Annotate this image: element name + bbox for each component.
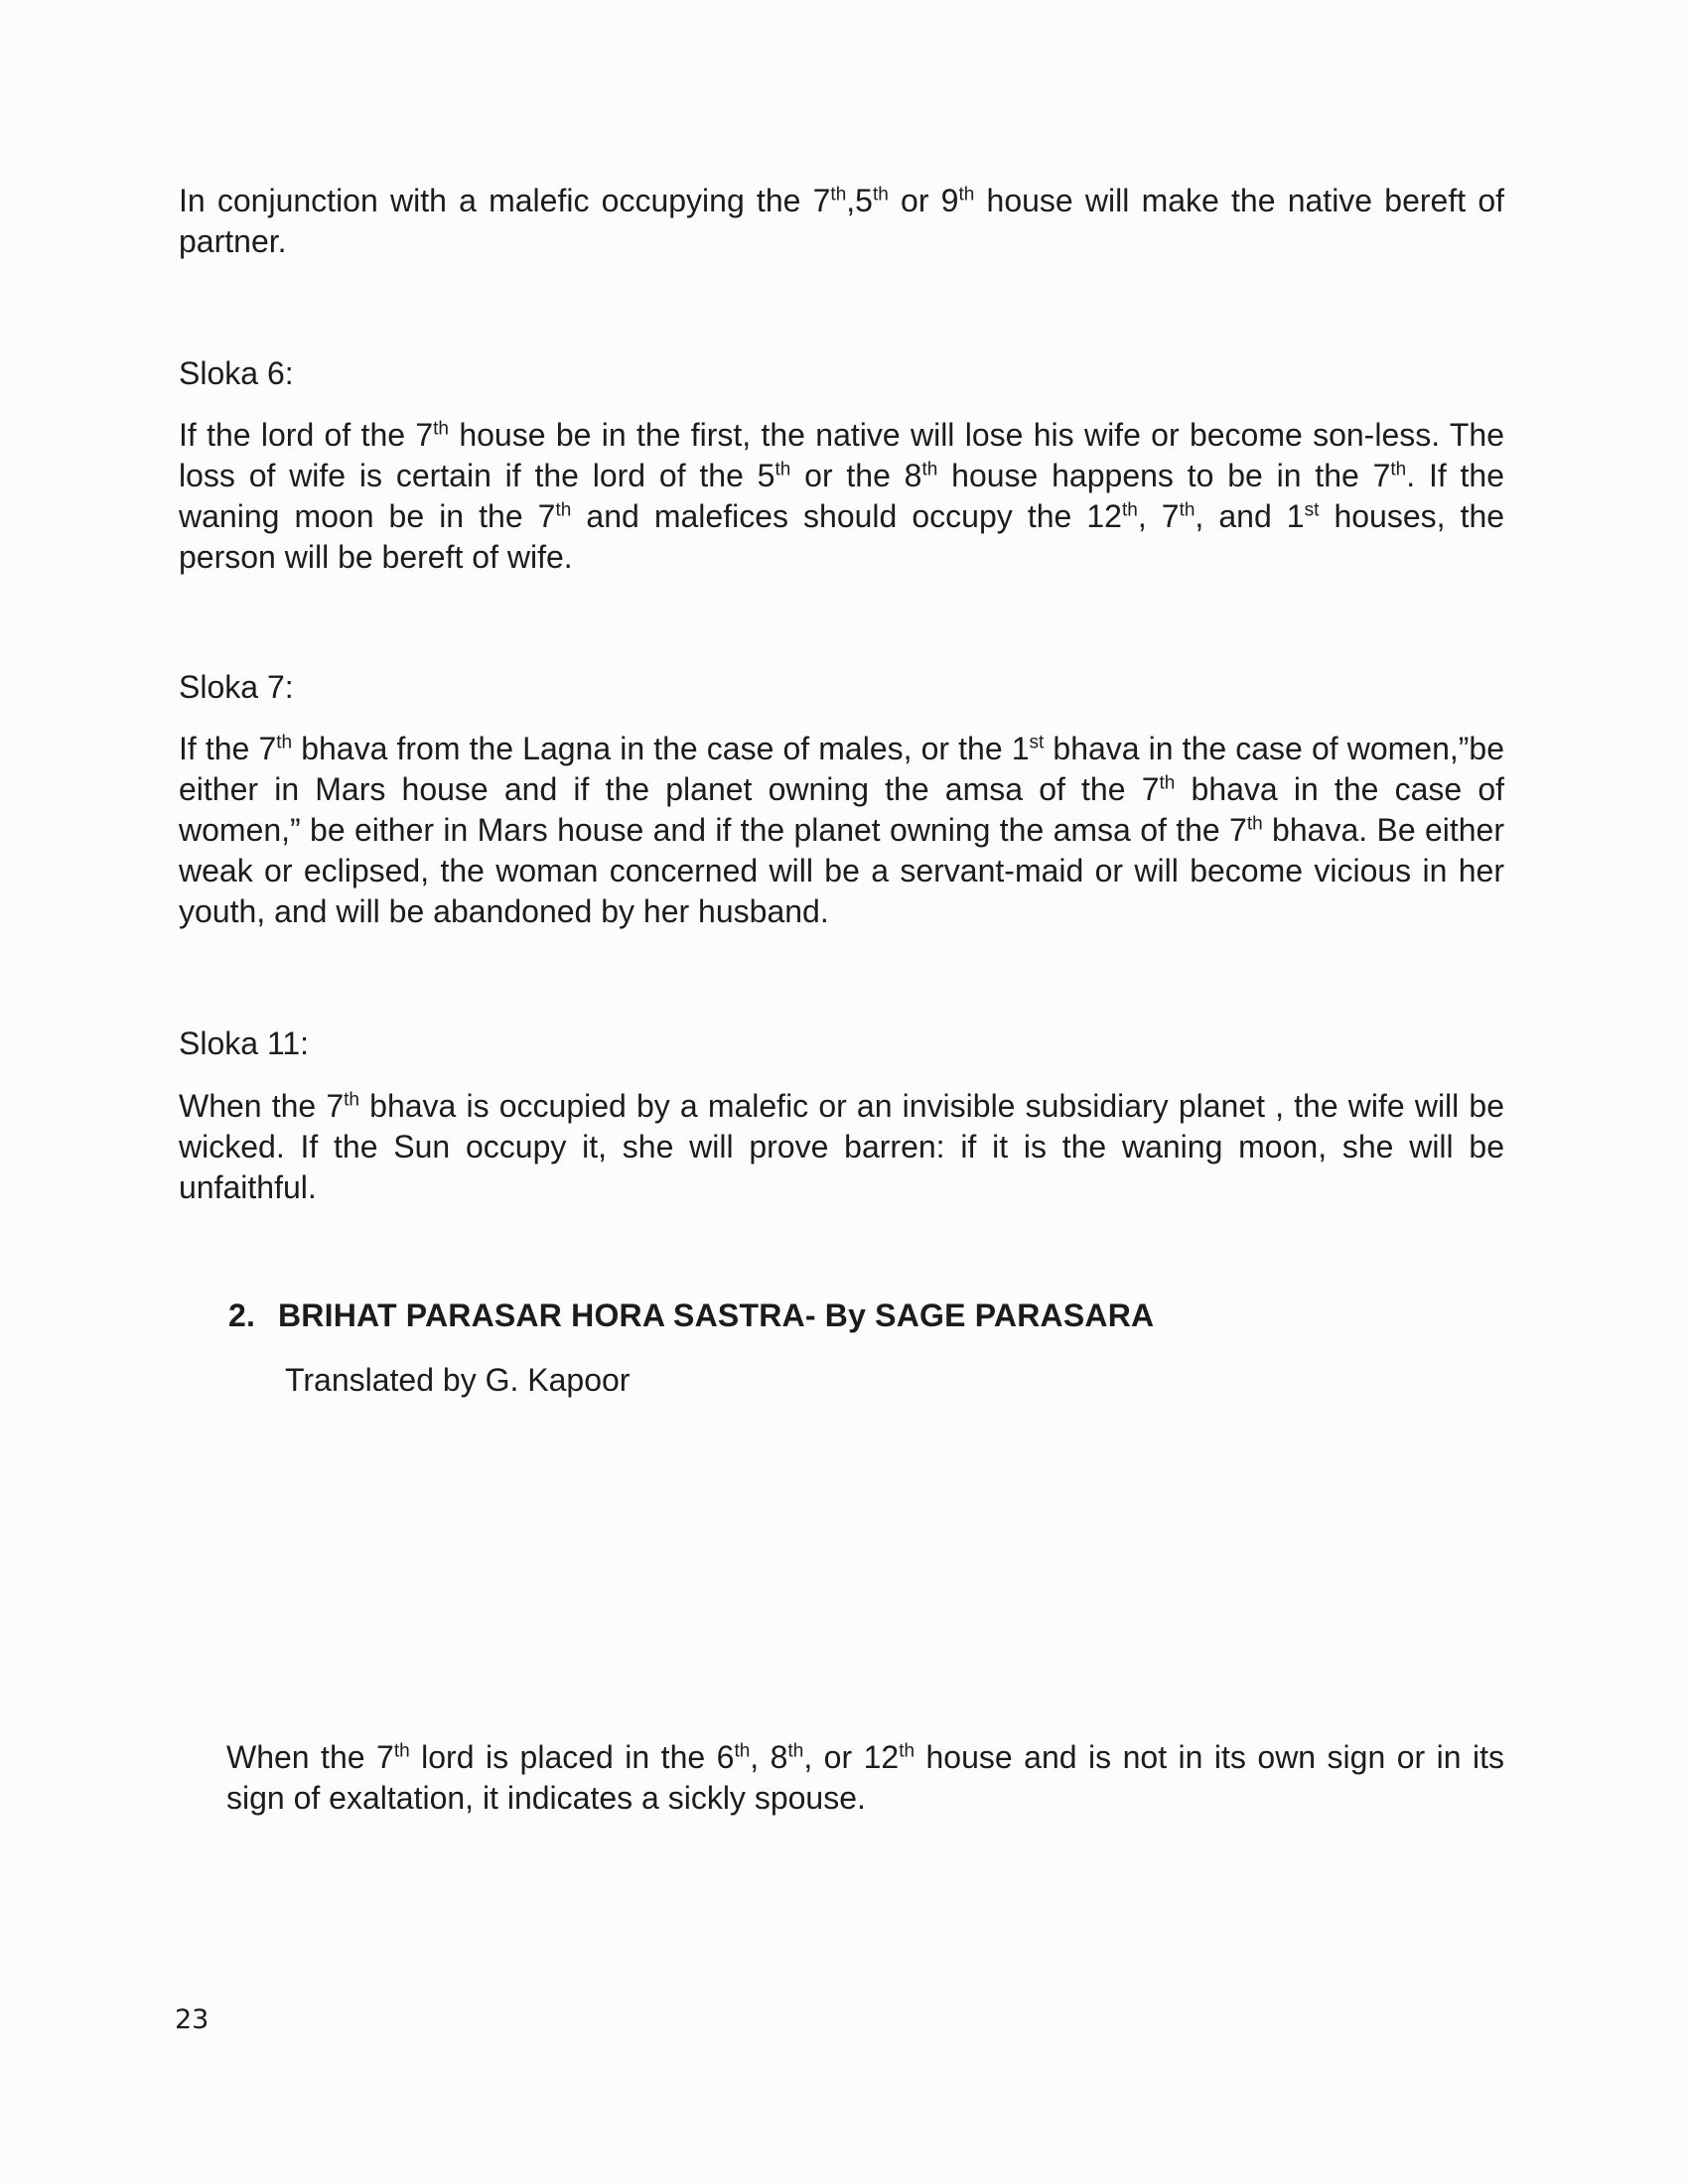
sloka-6-heading: Sloka 6: xyxy=(179,355,294,391)
section-title-text: BRIHAT PARASAR HORA SASTRA- By SAGE PARASARA xyxy=(278,1297,1155,1333)
sloka-11-paragraph: When the 7th bhava is occupied by a malefic or an invisible subsidiary planet , the wife will be wicked. If the Sun occupy it, she will prove barren: if it is the waning moon, she will be unfaithful. xyxy=(179,1088,1505,1205)
translator-line: Translated by G. Kapoor xyxy=(285,1362,631,1398)
section-number: 2. xyxy=(228,1297,256,1333)
bphs-paragraph: When the 7th lord is placed in the 6th, 8th, or 12th house and is not in its own sign or in its sign of exaltation, it indicates a sickly spouse. xyxy=(226,1739,1505,1816)
sloka-7-paragraph: If the 7th bhava from the Lagna in the case of males, or the 1st bhava in the case of women,”be either in Mars house and if the planet owning the amsa of the 7th bhava in the case of women,” be either in Mars house and if the planet owning the amsa of the 7th bhava. Be either weak or eclipsed, the woman concerned will be a servant-maid or will become vicious in her youth, and will be abandoned by her husband. xyxy=(179,731,1505,929)
continuation-paragraph: In conjunction with a malefic occupying the 7th,5th or 9th house will make the native bereft of partner. xyxy=(179,183,1505,259)
sloka-6-paragraph: If the lord of the 7th house be in the first, the native will lose his wife or become son-less. The loss of wife is certain if the lord of the 5th or the 8th house happens to be in the 7th. If the waning moon be in the 7th and malefices should occupy the 12th, 7th, and 1st houses, the person will be bereft of wife. xyxy=(179,417,1505,575)
sloka-11-heading: Sloka 11: xyxy=(179,1025,310,1061)
page-number: 23 xyxy=(175,2004,210,2035)
sloka-7-heading: Sloka 7: xyxy=(179,669,294,705)
section-2-title xyxy=(228,1296,1154,1335)
